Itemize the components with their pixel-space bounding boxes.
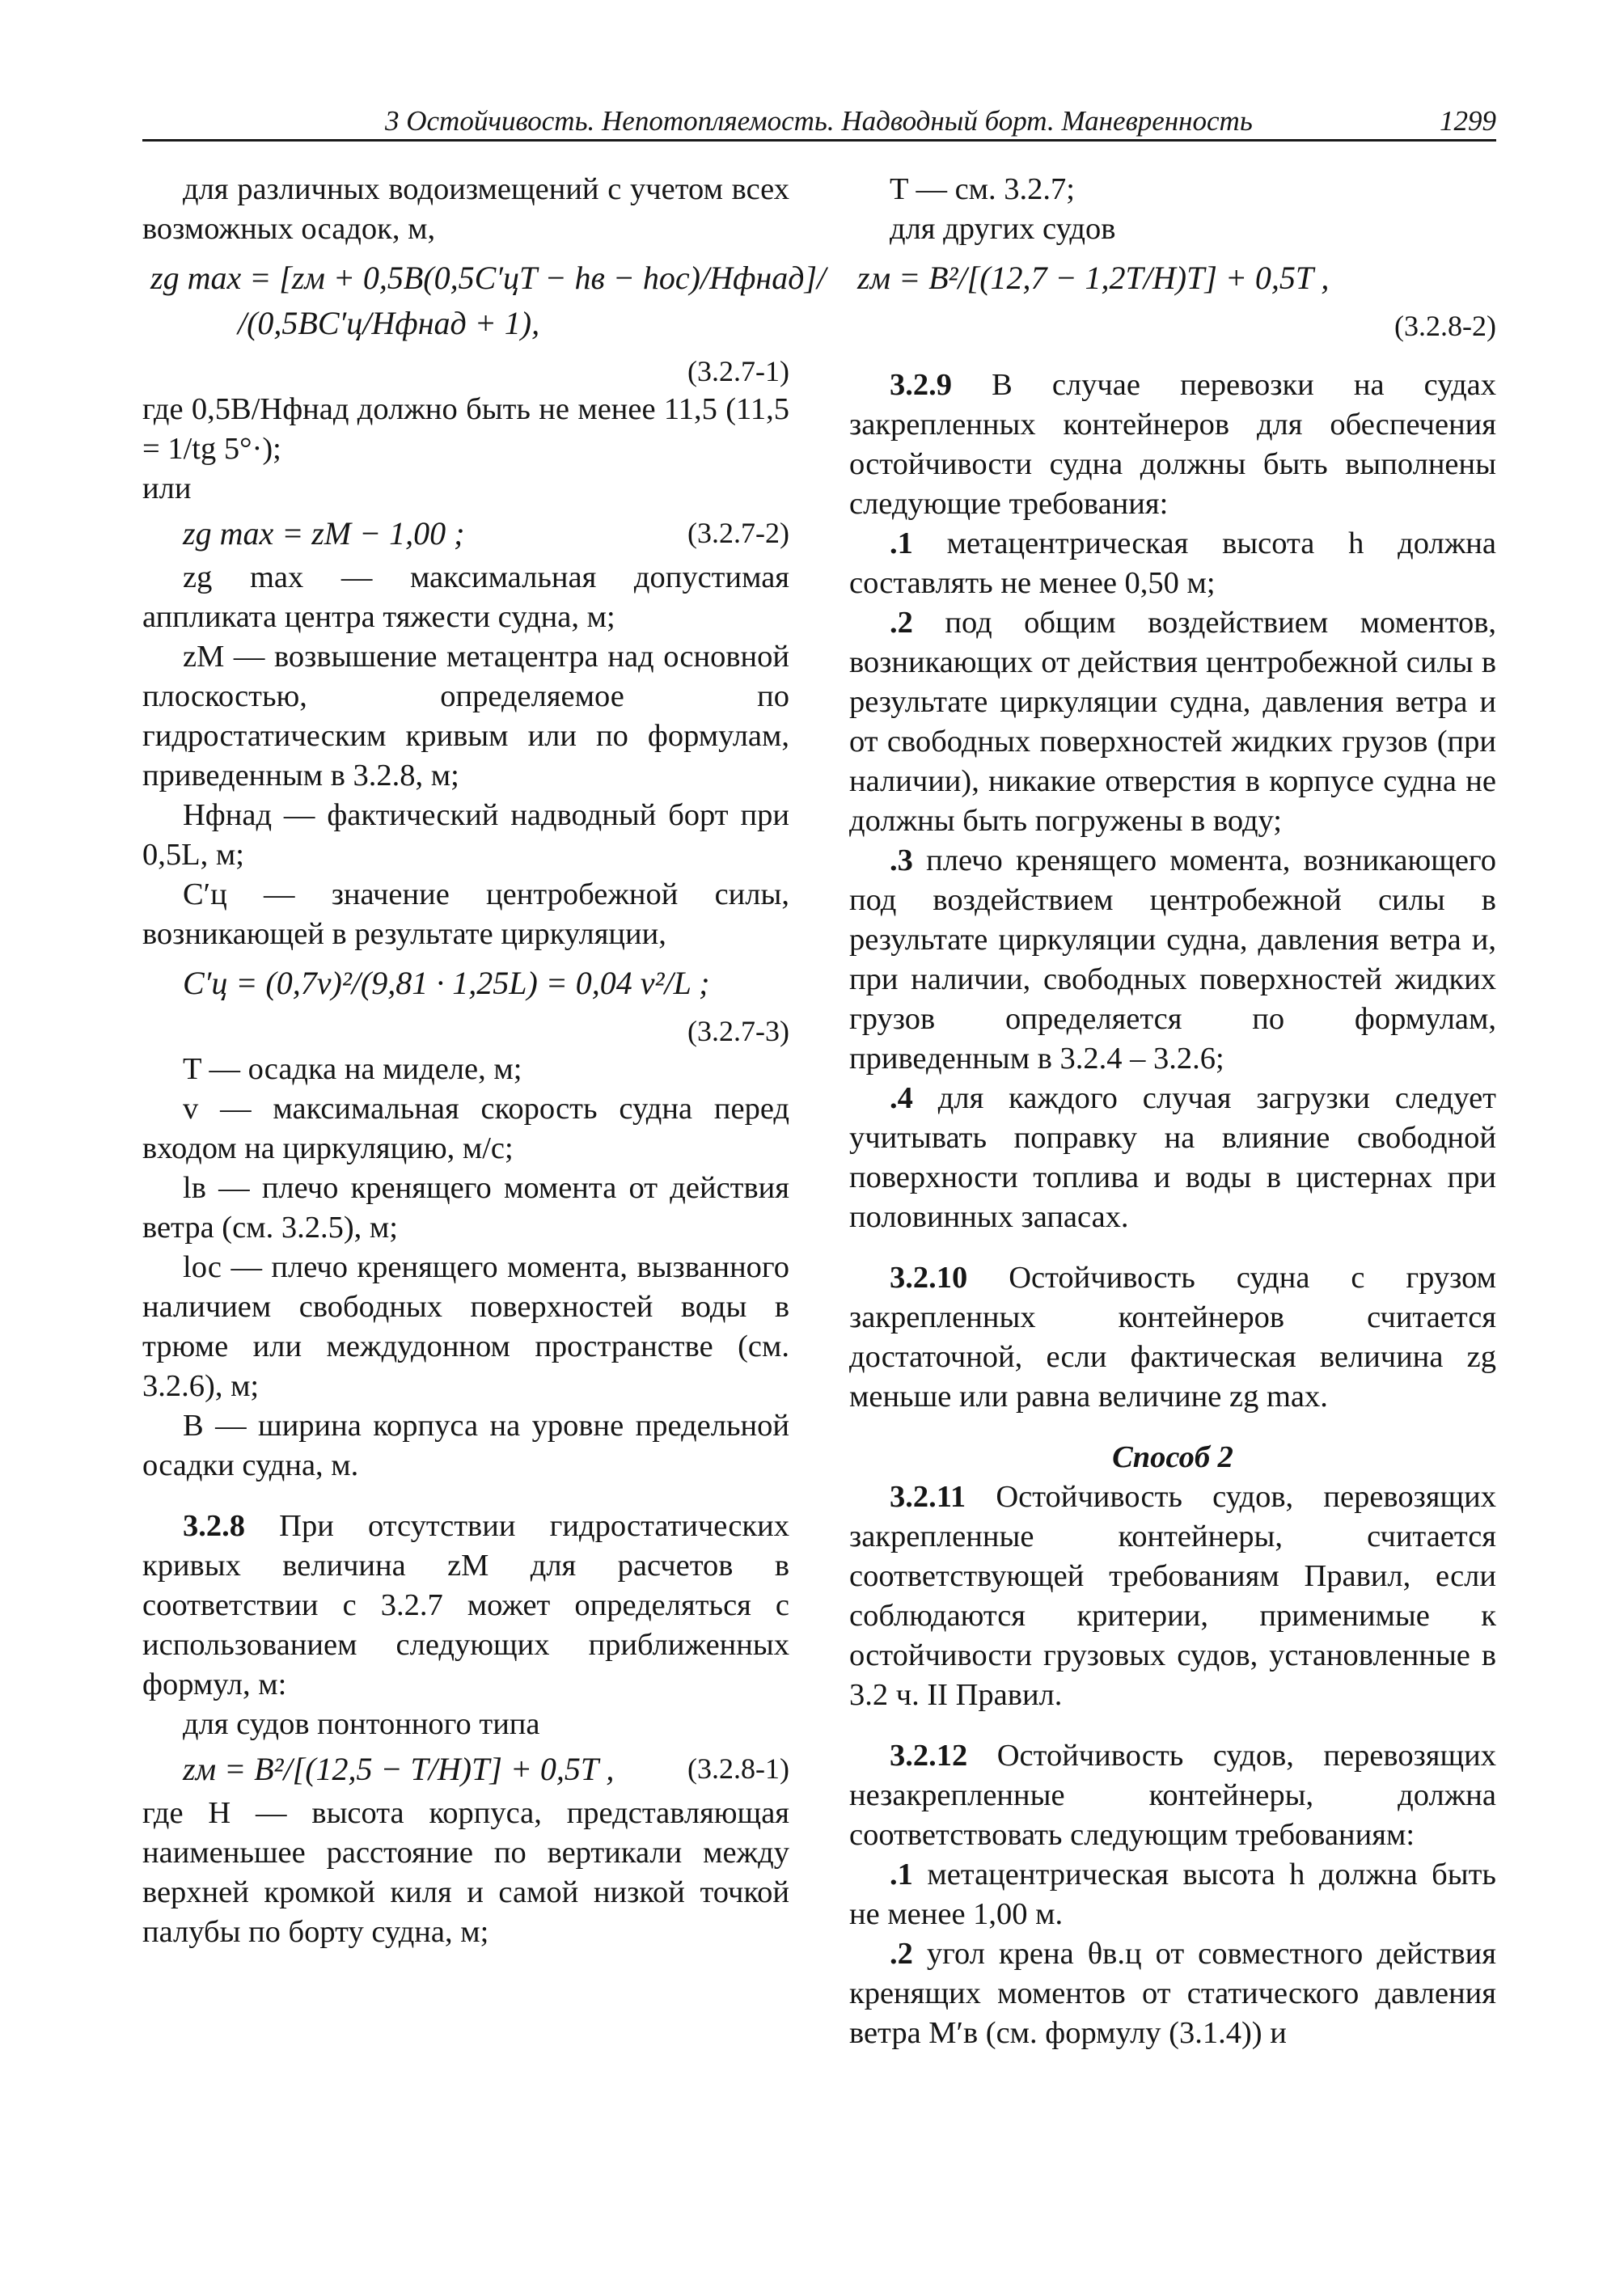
section-3-2-9: [849, 366, 1496, 524]
paragraph: или: [142, 471, 192, 505]
section-text: Остойчивость судна с грузом закрепленных контейнеров считается достаточной, если фактическая величина zg меньше или равна величине zg max.: [849, 1261, 1497, 1414]
paragraph: где H — высота корпуса, представляющая наименьшее расстояние по вертикали между верхней кромкой киля и самой низкой точкой палубы по борту судна, м;: [142, 1796, 789, 1949]
section-text: В случае перевозки на судах закрепленных контейнеров для обеспечения остойчивости судна должны быть выполнены следующие требования:: [849, 368, 1497, 521]
formula: zм = B²/[(12,5 − T/H)T] + 0,5T ,: [183, 1751, 615, 1787]
section-text: Остойчивость судов, перевозящих незакрепленные контейнеры, должна соответствовать следующим требованиям:: [849, 1739, 1496, 1852]
formula-line: zg max = [zм + 0,5B(0,5C′цT − hв − hос)/Hфнад]/: [150, 260, 827, 296]
formula: zg max = zМ − 1,00 ;: [183, 515, 465, 552]
right-column: [849, 170, 1496, 2053]
section-number: 3.2.8: [183, 1509, 245, 1543]
item-number: .1: [890, 1858, 913, 1892]
list-item: [849, 1934, 1496, 2053]
item-text: плечо кренящего момента, возникающего под воздействием центробежной силы в результате циркуляции судна, давления ветра и, при наличии, свободных поверхностей жидких грузов определяется по формулам, приведенным в 3.2.4 – 3.2.6;: [849, 843, 1497, 1076]
item-number: .3: [890, 843, 913, 877]
section-number: 3.2.11: [890, 1480, 966, 1514]
section-text: При отсутствии гидростатических кривых величина zМ для расчетов в соответствии с 3.2.7 может определяться с использованием следующих приближенных формул, м:: [142, 1509, 789, 1701]
formula-number: (3.2.8-2): [1394, 310, 1496, 342]
definition: T — осадка на миделе, м;: [183, 1052, 522, 1086]
list-item: [849, 524, 1496, 603]
formula-3-2-7-3: C′ц = (0,7v)²/(9,81 · 1,25L) = 0,04 v²/L ;: [183, 965, 710, 1001]
item-number: .1: [890, 526, 913, 560]
formula-number: (3.2.7-1): [687, 355, 789, 387]
list-item: [849, 1079, 1496, 1237]
formula-3-2-8-2: zм = B²/[(12,7 − 1,2T/H)T] + 0,5T ,: [857, 260, 1330, 296]
item-text: метацентрическая высота h должна быть не менее 1,00 м.: [849, 1858, 1496, 1931]
section-text: Остойчивость судов, перевозящих закрепленные контейнеры, считается соответствующей требованиям Правил, если соблюдаются критерии, применимые к остойчивости грузовых судов, установленные в 3.2 ч. II Правил.: [849, 1480, 1496, 1712]
running-title: 3 Остойчивость. Непотопляемость. Надводный борт. Маневренность: [385, 105, 1253, 137]
paragraph: для судов понтонного типа: [183, 1707, 540, 1741]
definition: Hфнад — фактический надводный борт при 0,5L, м;: [142, 798, 789, 872]
item-number: .4: [890, 1081, 913, 1115]
definition: zМ — возвышение метацентра над основной плоскостью, определяемое по гидростатическим кривым или по формулам, приведенным в 3.2.8, м;: [142, 640, 789, 793]
paragraph: для других судов: [890, 212, 1116, 246]
formula-number: (3.2.7-3): [687, 1015, 789, 1047]
list-item: [849, 603, 1496, 841]
paragraph: где 0,5B/Hфнад должно быть не менее 11,5 (11,5 = 1/tg 5°·);: [142, 392, 789, 466]
item-text: под общим воздействием моментов, возникающих от действия центробежной силы в результате циркуляции судна, давления ветра и от свободных поверхностей жидких грузов (при наличии), никакие отверстия в корпусе судна не должны быть погружены в воду;: [849, 606, 1496, 838]
formula-number: (3.2.8-1): [687, 1752, 789, 1785]
formula-line: /(0,5BC′ц/Hфнад + 1),: [238, 305, 540, 341]
definition: zg max — максимальная допустимая аппликата центра тяжести судна, м;: [142, 560, 789, 634]
formula-number: (3.2.7-2): [687, 517, 789, 549]
item-number: .2: [890, 1937, 913, 1971]
definition: v — максимальная скорость судна перед входом на циркуляцию, м/с;: [142, 1092, 789, 1165]
definition: lв — плечо кренящего момента от действия ветра (см. 3.2.5), м;: [142, 1171, 789, 1245]
page-header: [142, 102, 1496, 142]
definition: lос — плечо кренящего момента, вызванного наличием свободных поверхностей воды в трюме или междудонном пространстве (см. 3.2.6), м;: [142, 1250, 789, 1403]
section-number: 3.2.9: [890, 368, 952, 402]
paragraph: для различных водоизмещений с учетом всех возможных осадок, м,: [142, 172, 789, 246]
formula-3-2-7-1: [142, 256, 827, 346]
method-heading: Способ 2: [1112, 1440, 1233, 1474]
left-column: [142, 170, 827, 1952]
item-number: .2: [890, 606, 913, 640]
item-text: метацентрическая высота h должна составлять не менее 0,50 м;: [849, 526, 1497, 600]
formula-3-2-8-1: [142, 1749, 789, 1789]
section-3-2-8: [142, 1507, 789, 1705]
list-item: [849, 1855, 1496, 1934]
item-text: для каждого случая загрузки следует учитывать поправку на влияние свободной поверхности топлива и воды в цистернах при половинных запасах.: [849, 1081, 1496, 1234]
paragraph: T — см. 3.2.7;: [890, 172, 1075, 206]
section-number: 3.2.10: [890, 1261, 968, 1295]
page-number: 1299: [1440, 105, 1496, 137]
section-3-2-10: [849, 1258, 1496, 1417]
section-number: 3.2.12: [890, 1739, 968, 1773]
item-text: угол крена θв.ц от совместного действия кренящих моментов от статического давления ветра M′в (см. формулу (3.1.4)) и: [849, 1937, 1496, 2050]
formula-3-2-7-2: [142, 514, 789, 553]
list-item: [849, 841, 1496, 1079]
definition: B — ширина корпуса на уровне предельной осадки судна, м.: [142, 1409, 789, 1482]
section-3-2-12: [849, 1736, 1496, 1855]
definition: C′ц — значение центробежной силы, возникающей в результате циркуляции,: [142, 877, 789, 951]
section-3-2-11: [849, 1477, 1496, 1715]
